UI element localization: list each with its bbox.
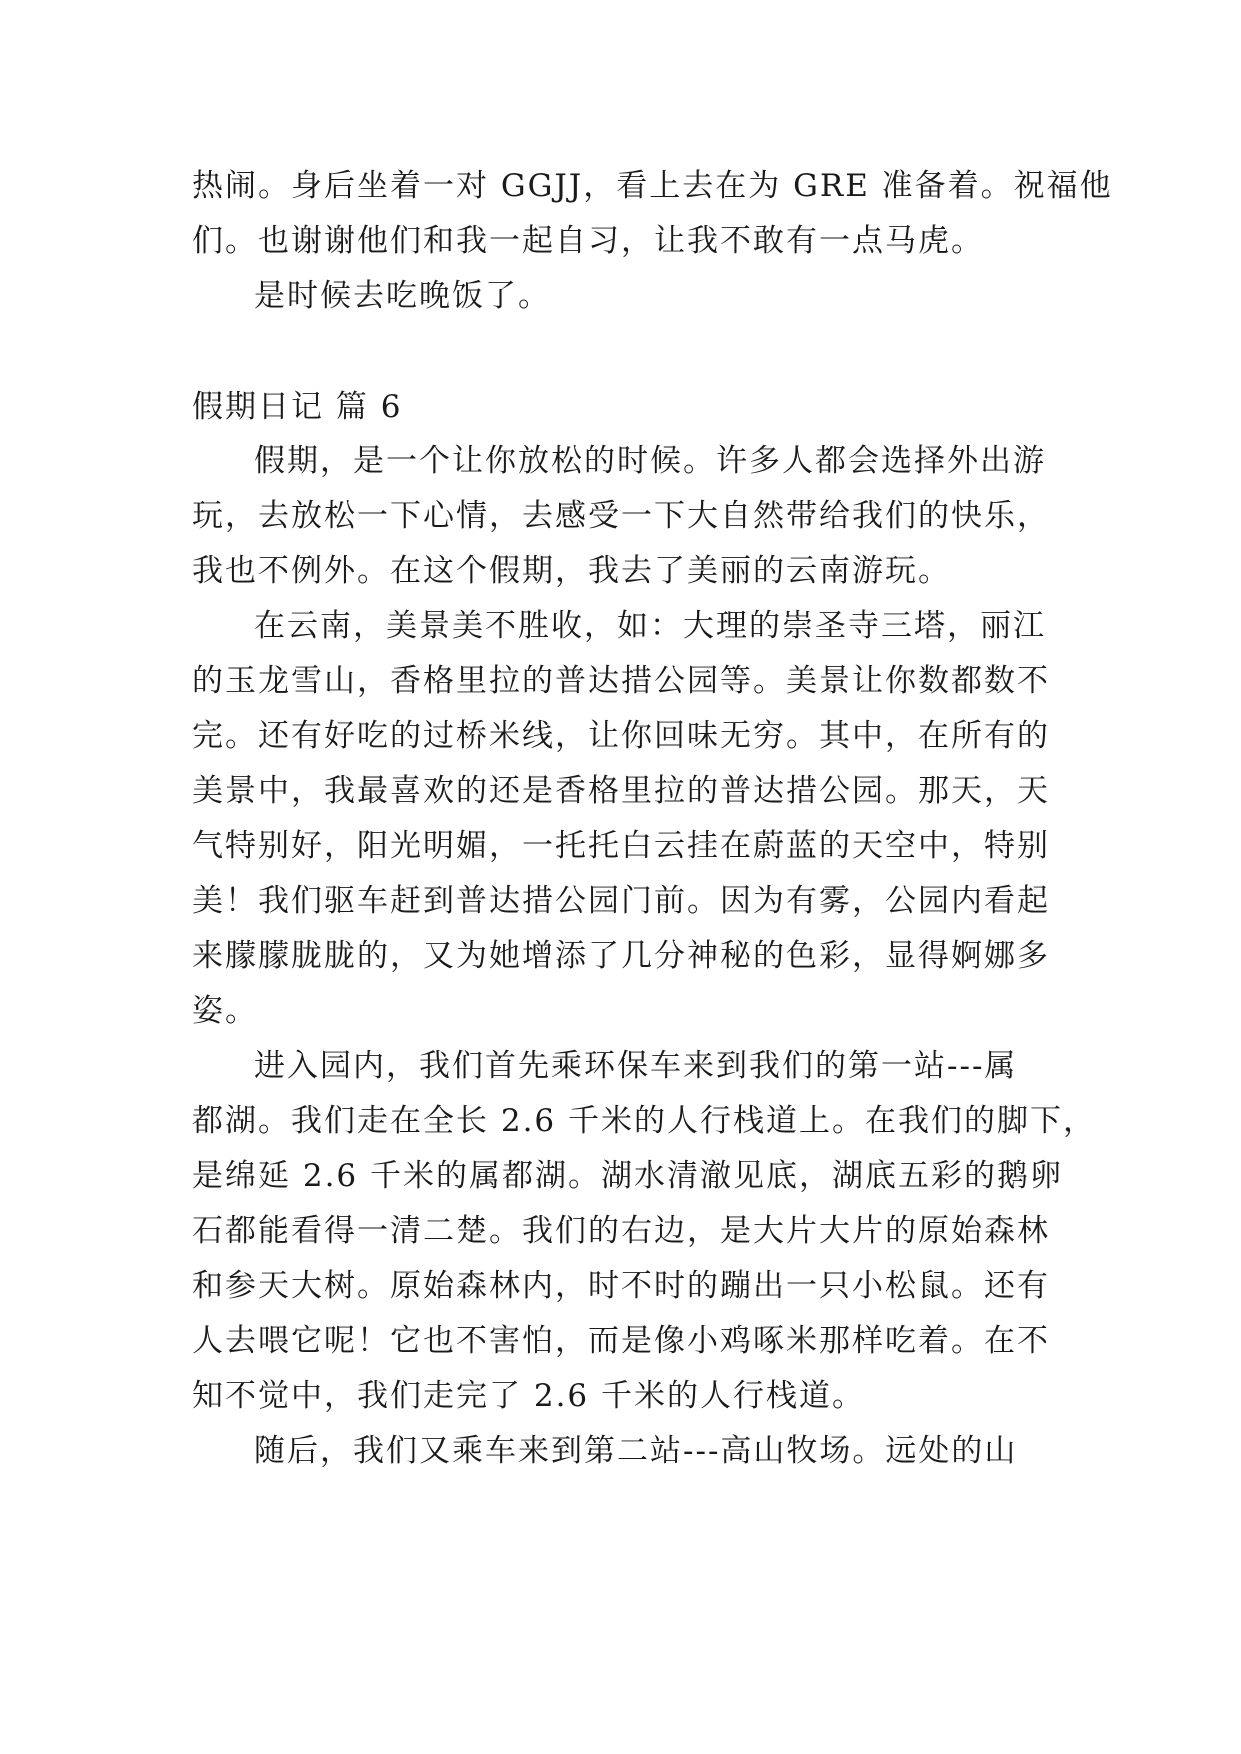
paragraph-line: 进入园内，我们首先乘环保车来到我们的第一站---属 <box>254 1048 1018 1084</box>
paragraph-line: 玩，去放松一下心情，去感受一下大自然带给我们的快乐， <box>192 498 1050 534</box>
paragraph-line: 姿。 <box>192 993 258 1029</box>
paragraph-line: 来朦朦胧胧的，又为她增添了几分神秘的色彩，显得婀娜多 <box>192 938 1050 974</box>
paragraph-line: 知不觉中，我们走完了 2.6 千米的人行栈道。 <box>192 1378 866 1414</box>
paragraph-line: 热闹。身后坐着一对 GGJJ，看上去在为 GRE 准备着。祝福他 <box>192 168 1113 204</box>
paragraph-line: 的玉龙雪山，香格里拉的普达措公园等。美景让你数都数不 <box>192 663 1050 699</box>
paragraph-line: 随后，我们又乘车来到第二站---高山牧场。远处的山 <box>254 1433 1018 1469</box>
paragraph-line: 人去喂它呢！它也不害怕，而是像小鸡啄米那样吃着。在不 <box>192 1323 1050 1359</box>
paragraph-line: 在云南，美景美不胜收，如：大理的崇圣寺三塔，丽江 <box>254 608 1046 644</box>
section-heading: 假期日记 篇 6 <box>192 389 403 425</box>
paragraph-line: 气特别好，阳光明媚，一托托白云挂在蔚蓝的天空中，特别 <box>192 828 1050 864</box>
paragraph-line: 石都能看得一清二楚。我们的右边，是大片大片的原始森林 <box>192 1213 1050 1249</box>
paragraph-line: 们。也谢谢他们和我一起自习，让我不敢有一点马虎。 <box>192 223 984 259</box>
paragraph-line: 是时候去吃晚饭了。 <box>254 278 551 314</box>
paragraph-line: 美景中，我最喜欢的还是香格里拉的普达措公园。那天，天 <box>192 773 1050 809</box>
paragraph-line: 假期，是一个让你放松的时候。许多人都会选择外出游 <box>254 443 1046 479</box>
paragraph-line: 美！我们驱车赶到普达措公园门前。因为有雾，公园内看起 <box>192 883 1050 919</box>
paragraph-line: 是绵延 2.6 千米的属都湖。湖水清澈见底，湖底五彩的鹅卵 <box>192 1158 1064 1194</box>
paragraph-line: 和参天大树。原始森林内，时不时的蹦出一只小松鼠。还有 <box>192 1268 1050 1304</box>
paragraph-line: 都湖。我们走在全长 2.6 千米的人行栈道上。在我们的脚下， <box>192 1103 1097 1139</box>
paragraph-line: 我也不例外。在这个假期，我去了美丽的云南游玩。 <box>192 553 951 589</box>
paragraph-line: 完。还有好吃的过桥米线，让你回味无穷。其中，在所有的 <box>192 718 1050 754</box>
